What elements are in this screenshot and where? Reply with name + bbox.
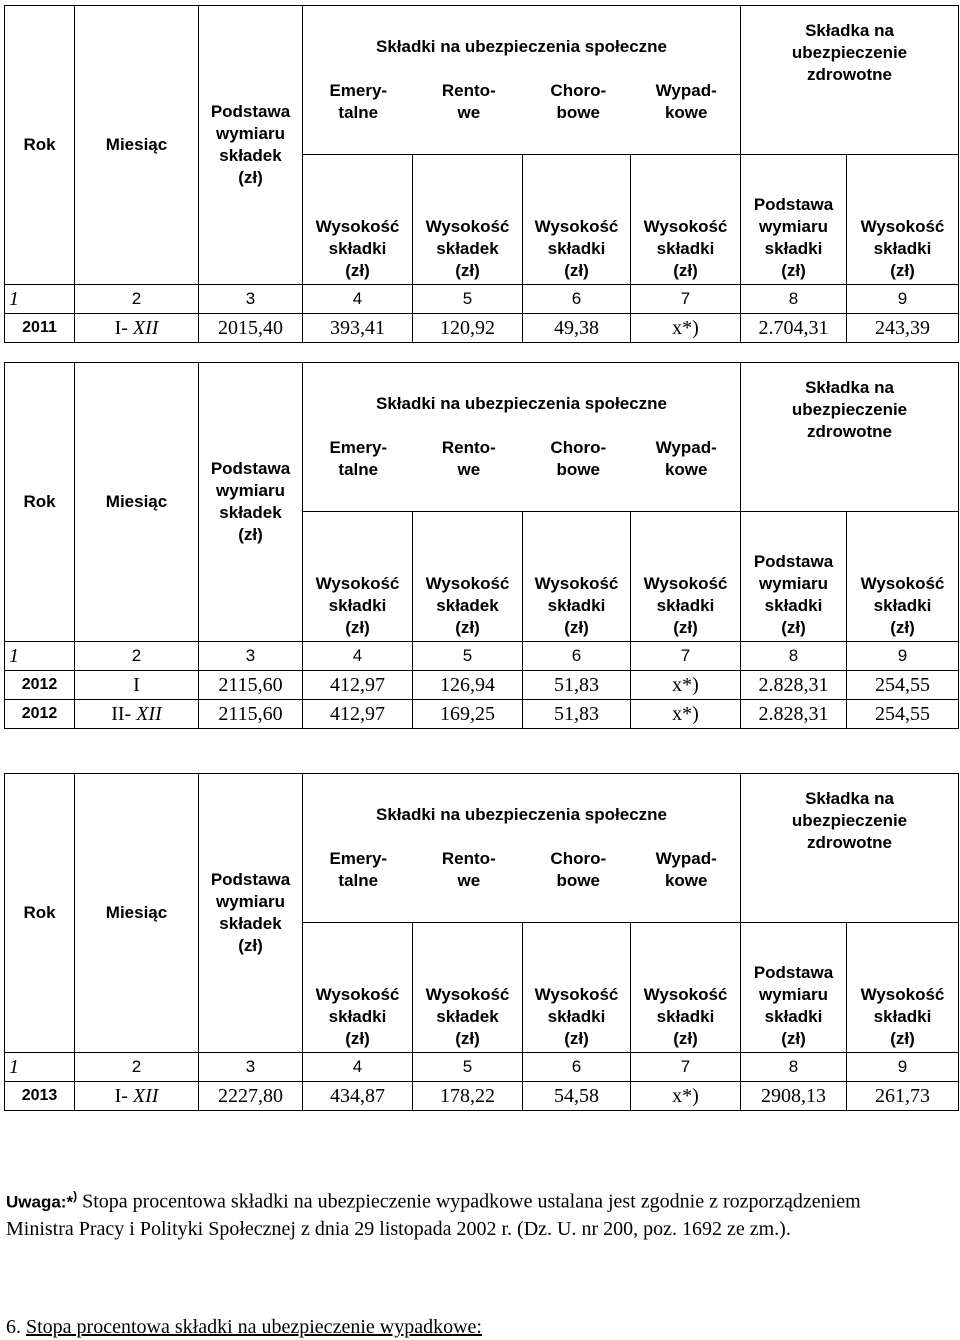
cell-zdrowotne-podstawa: 2.704,31 <box>741 314 847 343</box>
spoleczne-title: Składki na ubezpieczenia społeczne <box>376 394 667 413</box>
cell-rok: 2013 <box>5 1082 75 1111</box>
cell-zdrowotne-podstawa: 2908,13 <box>741 1082 847 1111</box>
column-number: 2 <box>75 285 199 314</box>
spoleczne-group-header <box>303 363 741 512</box>
cell-podstawa: 2115,60 <box>199 700 303 729</box>
contribution-table <box>4 5 959 343</box>
cell-zdrowotne-podstawa: 2.828,31 <box>741 671 847 700</box>
rentowe-label: Rento- we <box>441 81 496 122</box>
column-number: 5 <box>413 285 523 314</box>
section-title: Stopa procentowa składki na ubezpieczenie wypadkowe: <box>26 1316 482 1338</box>
col-miesiac-header: Miesiąc <box>75 774 199 1053</box>
column-number: 6 <box>523 1053 631 1082</box>
column-number: 6 <box>523 285 631 314</box>
cell-wypadkowe: x*) <box>631 700 741 729</box>
cell-zdrowotne-wysokosc: 254,55 <box>847 671 959 700</box>
cell-zdrowotne-wysokosc: 243,39 <box>847 314 959 343</box>
column-number: 3 <box>199 1053 303 1082</box>
column-numbers-row <box>5 642 959 671</box>
emerytalne-label: Emery- talne <box>329 438 388 479</box>
cell-wypadkowe: x*) <box>631 671 741 700</box>
spoleczne-group-header <box>303 774 741 923</box>
wypadkowe-wys-header: Wysokość składki (zł) <box>631 155 741 285</box>
table-row <box>5 671 959 700</box>
cell-emerytalne: 434,87 <box>303 1082 413 1111</box>
column-number: 2 <box>75 1053 199 1082</box>
emerytalne-wys-header: Wysokość składki (zł) <box>303 923 413 1053</box>
table-row <box>5 700 959 729</box>
column-number: 5 <box>413 642 523 671</box>
wypadkowe-label: Wypad- kowe <box>655 438 717 479</box>
section-number: 6. <box>6 1316 21 1338</box>
cell-podstawa: 2227,80 <box>199 1082 303 1111</box>
zdrowotne-podstawa-header: Podstawa wymiaru składki (zł) <box>741 155 847 285</box>
chorobowe-wys-header: Wysokość składki (zł) <box>523 155 631 285</box>
col-rok-header: Rok <box>5 774 75 1053</box>
note-text: Stopa procentowa składki na ubezpieczenie wypadkowe ustalana jest zgodnie z rozporządzeniem Ministra Pracy i Polityki Społecznej z dnia 29 listopada 2002 r. (Dz. U. nr 200, poz. 1692 ze zm.). <box>6 1190 861 1240</box>
column-number: 7 <box>631 285 741 314</box>
zdrowotne-podstawa-header: Podstawa wymiaru składki (zł) <box>741 512 847 642</box>
column-numbers-row <box>5 285 959 314</box>
column-number: 2 <box>75 642 199 671</box>
cell-rentowe: 126,94 <box>413 671 523 700</box>
zdrowotne-wys-header: Wysokość składki (zł) <box>847 923 959 1053</box>
cell-rentowe: 169,25 <box>413 700 523 729</box>
emerytalne-label: Emery- talne <box>329 849 388 890</box>
col-miesiac-header: Miesiąc <box>75 363 199 642</box>
column-number: 8 <box>741 1053 847 1082</box>
spoleczne-group-header <box>303 6 741 155</box>
cell-wypadkowe: x*) <box>631 314 741 343</box>
cell-emerytalne: 412,97 <box>303 700 413 729</box>
column-number: 4 <box>303 285 413 314</box>
cell-miesiac: I- XII <box>75 314 199 343</box>
column-number: 7 <box>631 642 741 671</box>
column-number: 5 <box>413 1053 523 1082</box>
table-row <box>5 1082 959 1111</box>
col-podstawa-header: Podstawa wymiaru składek (zł) <box>199 774 303 1053</box>
cell-miesiac: I <box>75 671 199 700</box>
column-number: 9 <box>847 285 959 314</box>
col-podstawa-header: Podstawa wymiaru składek (zł) <box>199 6 303 285</box>
zdrowotne-group-header: Składka na ubezpieczenie zdrowotne <box>741 6 959 155</box>
column-number: 1 <box>5 285 75 314</box>
wypadkowe-label: Wypad- kowe <box>655 849 717 890</box>
spoleczne-title: Składki na ubezpieczenia społeczne <box>376 37 667 56</box>
column-number: 6 <box>523 642 631 671</box>
emerytalne-wys-header: Wysokość składki (zł) <box>303 155 413 285</box>
cell-rok: 2011 <box>5 314 75 343</box>
col-rok-header: Rok <box>5 363 75 642</box>
cell-zdrowotne-podstawa: 2.828,31 <box>741 700 847 729</box>
column-number: 7 <box>631 1053 741 1082</box>
column-number: 8 <box>741 642 847 671</box>
col-miesiac-header: Miesiąc <box>75 6 199 285</box>
column-number: 3 <box>199 642 303 671</box>
cell-emerytalne: 393,41 <box>303 314 413 343</box>
cell-chorobowe: 51,83 <box>523 671 631 700</box>
column-numbers-row <box>5 1053 959 1082</box>
column-number: 1 <box>5 1053 75 1082</box>
cell-miesiac: II- XII <box>75 700 199 729</box>
zdrowotne-group-header: Składka na ubezpieczenie zdrowotne <box>741 774 959 923</box>
contribution-table <box>4 362 959 729</box>
column-number: 4 <box>303 642 413 671</box>
rentowe-wys-header: Wysokość składek (zł) <box>413 155 523 285</box>
cell-chorobowe: 54,58 <box>523 1082 631 1111</box>
emerytalne-label: Emery- talne <box>329 81 388 122</box>
chorobowe-label: Choro- bowe <box>550 849 607 890</box>
column-number: 8 <box>741 285 847 314</box>
cell-chorobowe: 49,38 <box>523 314 631 343</box>
chorobowe-label: Choro- bowe <box>550 438 607 479</box>
wypadkowe-wys-header: Wysokość składki (zł) <box>631 512 741 642</box>
note-paragraph <box>6 1183 926 1243</box>
column-number: 1 <box>5 642 75 671</box>
chorobowe-wys-header: Wysokość składki (zł) <box>523 923 631 1053</box>
note-sup: ) <box>73 1189 78 1203</box>
column-number: 9 <box>847 1053 959 1082</box>
cell-rok: 2012 <box>5 700 75 729</box>
rentowe-label: Rento- we <box>441 849 496 890</box>
cell-miesiac: I- XII <box>75 1082 199 1111</box>
col-rok-header: Rok <box>5 6 75 285</box>
cell-podstawa: 2115,60 <box>199 671 303 700</box>
emerytalne-wys-header: Wysokość składki (zł) <box>303 512 413 642</box>
section-heading <box>6 1316 482 1339</box>
zdrowotne-wys-header: Wysokość składki (zł) <box>847 512 959 642</box>
column-number: 9 <box>847 642 959 671</box>
contribution-table <box>4 773 959 1111</box>
zdrowotne-group-header: Składka na ubezpieczenie zdrowotne <box>741 363 959 512</box>
cell-wypadkowe: x*) <box>631 1082 741 1111</box>
chorobowe-wys-header: Wysokość składki (zł) <box>523 512 631 642</box>
cell-zdrowotne-wysokosc: 254,55 <box>847 700 959 729</box>
wypadkowe-wys-header: Wysokość składki (zł) <box>631 923 741 1053</box>
cell-podstawa: 2015,40 <box>199 314 303 343</box>
column-number: 3 <box>199 285 303 314</box>
chorobowe-label: Choro- bowe <box>550 81 607 122</box>
col-podstawa-header: Podstawa wymiaru składek (zł) <box>199 363 303 642</box>
cell-zdrowotne-wysokosc: 261,73 <box>847 1082 959 1111</box>
cell-rok: 2012 <box>5 671 75 700</box>
note-label: Uwaga:* <box>6 1192 74 1212</box>
rentowe-label: Rento- we <box>441 438 496 479</box>
rentowe-wys-header: Wysokość składek (zł) <box>413 923 523 1053</box>
rentowe-wys-header: Wysokość składek (zł) <box>413 512 523 642</box>
cell-emerytalne: 412,97 <box>303 671 413 700</box>
spoleczne-title: Składki na ubezpieczenia społeczne <box>376 805 667 824</box>
zdrowotne-wys-header: Wysokość składki (zł) <box>847 155 959 285</box>
zdrowotne-podstawa-header: Podstawa wymiaru składki (zł) <box>741 923 847 1053</box>
wypadkowe-label: Wypad- kowe <box>655 81 717 122</box>
cell-rentowe: 178,22 <box>413 1082 523 1111</box>
cell-rentowe: 120,92 <box>413 314 523 343</box>
table-row <box>5 314 959 343</box>
cell-chorobowe: 51,83 <box>523 700 631 729</box>
column-number: 4 <box>303 1053 413 1082</box>
